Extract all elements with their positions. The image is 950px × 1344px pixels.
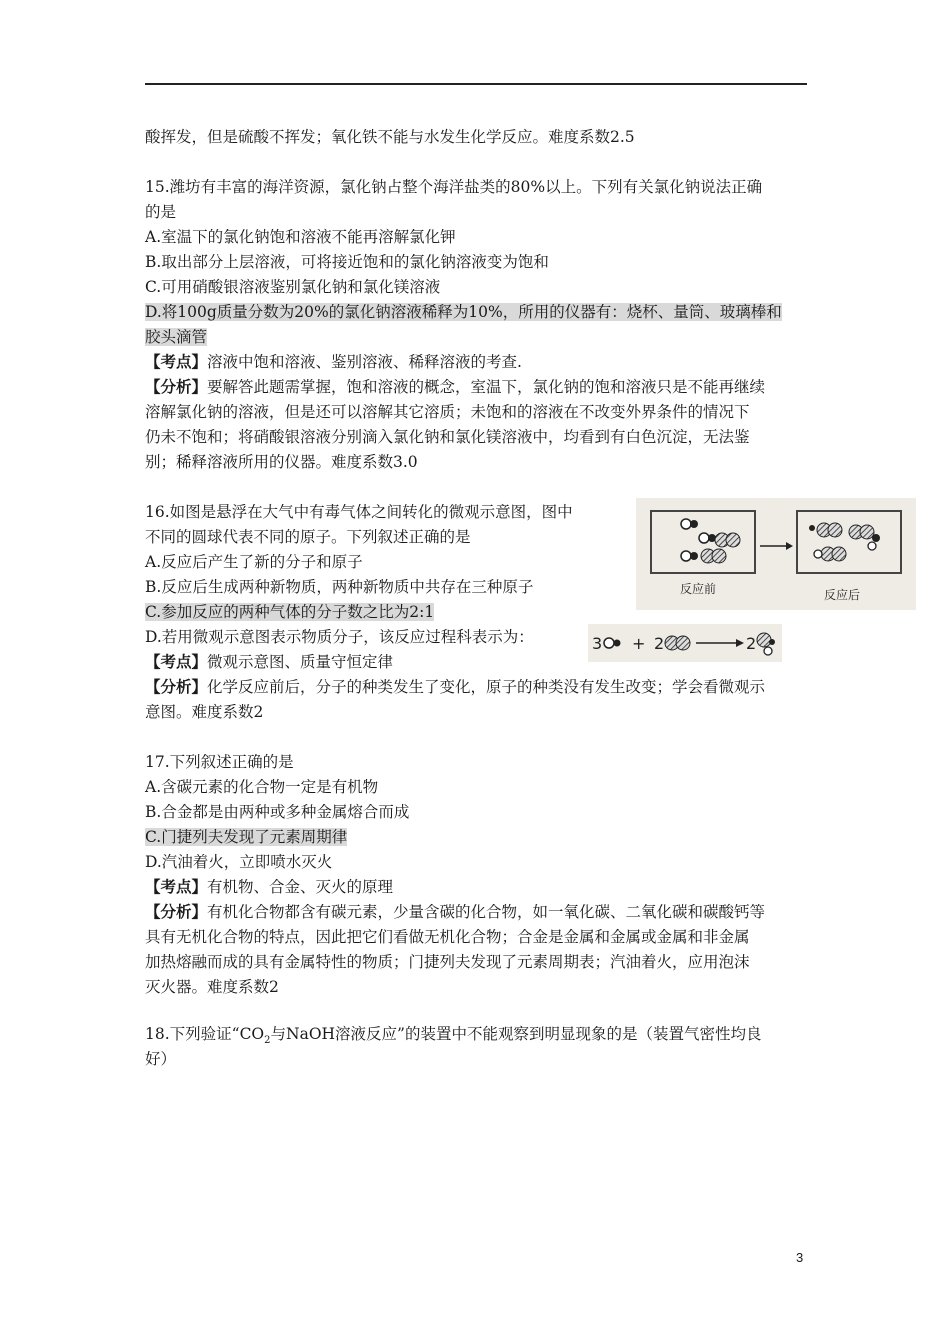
q15-stem-cont: 的是 (145, 203, 177, 221)
q15-stem: 15.潍坊有丰富的海洋资源，氯化钠占整个海洋盐类的80%以上。下列有关氯化钠说法正确 (145, 178, 763, 196)
q16-fenxi-tag: 【分析】 (145, 677, 208, 696)
q16-kaodian (145, 650, 393, 674)
eq-coefficient-3: 2 (746, 634, 757, 653)
q18-stem-cont: 好） (145, 1050, 177, 1068)
q16-option-d: D.若用微观示意图表示物质分子，该反应过程科表示为： (145, 628, 534, 646)
q18-stem-part2: 与NaOH溶液反应”的装置中不能观察到明显现象的是（装置气密性均良 (270, 1025, 762, 1043)
reaction-diagram (636, 498, 916, 610)
q15-option-c: C.可用硝酸银溶液鉴别氯化钠和氯化镁溶液 (145, 278, 441, 296)
q17-fenxi (145, 900, 765, 924)
molecule-drawing (636, 498, 916, 610)
before-molecules (681, 519, 740, 563)
q15-fenxi-line4: 别；稀释溶液所用的仪器。难度系数3.0 (145, 453, 418, 471)
q17-option-b: B.合金都是由两种或多种金属熔合而成 (145, 803, 410, 821)
q15-option-b: B.取出部分上层溶液，可将接近饱和的氯化钠溶液变为饱和 (145, 253, 549, 271)
q15-fenxi (145, 375, 765, 399)
after-label: 反应后 (824, 588, 861, 602)
q15-kaodian (145, 350, 522, 374)
reaction-equation (588, 624, 782, 662)
q15-kaodian-tag: 【考点】 (145, 352, 208, 371)
eq-coefficient-1: 3 (592, 634, 603, 653)
q15-option-d-highlight: D.将100g质量分数为20%的氯化钠溶液稀释为10%，所用的仪器有：烧杯、量筒、玻璃棒和 (145, 303, 782, 321)
before-label: 反应前 (680, 582, 717, 596)
q15-fenxi-line2: 溶解氯化钠的溶液，但是还可以溶解其它溶质；未饱和的溶液在不改变外界条件的情况下 (145, 403, 750, 421)
q17-fenxi-line2: 具有无机化合物的特点，因此把它们看做无机化合物；合金是金属和金属或金属和非金属 (145, 928, 750, 946)
q17-kaodian (145, 875, 393, 899)
q15-fenxi-line3: 仍未不饱和；将硝酸银溶液分别滴入氯化钠和氯化镁溶液中，均看到有白色沉淀，无法鉴 (145, 428, 750, 446)
q15-option-a: A.室温下的氯化钠饱和溶液不能再溶解氯化钾 (145, 228, 456, 246)
q17-option-d: D.汽油着火，立即喷水灭火 (145, 853, 333, 871)
q18-stem (145, 1022, 762, 1046)
q18-stem-part1: 18.下列验证“CO (145, 1025, 265, 1043)
q15-option-d-cont (145, 325, 207, 349)
q15-option-d (145, 300, 782, 324)
q17-kaodian-text: 有机物、合金、灭火的原理 (207, 878, 394, 896)
q17-option-a: A.含碳元素的化合物一定是有机物 (145, 778, 379, 796)
q15-option-d-cont-highlight: 胶头滴管 (145, 328, 208, 346)
q17-kaodian-tag: 【考点】 (145, 877, 208, 896)
q16-fenxi-line2: 意图。难度系数2 (145, 703, 264, 721)
q16-fenxi (145, 675, 765, 699)
q15-kaodian-text: 溶液中饱和溶液、鉴别溶液、稀释溶液的考查. (207, 353, 522, 371)
q17-fenxi-line3: 加热熔融而成的具有金属特性的物质；门捷列夫发现了元素周期表；汽油着火，应用泡沫 (145, 953, 750, 971)
q16-stem-cont: 不同的圆球代表不同的原子。下列叙述正确的是 (145, 528, 471, 546)
q17-option-c (145, 825, 347, 849)
q17-fenxi-text: 有机化合物都含有碳元素，少量含碳的化合物，如一氧化碳、二氧化碳和碳酸钙等 (207, 903, 766, 921)
q17-option-c-highlight: C.门捷列夫发现了元素周期律 (145, 828, 348, 846)
q18-subscript: 2 (264, 1035, 271, 1047)
q15-fenxi-text: 要解答此题需掌握，饱和溶液的概念，室温下，氯化钠的饱和溶液只是不能再继续 (207, 378, 766, 396)
q16-kaodian-tag: 【考点】 (145, 652, 208, 671)
header-rule (145, 83, 807, 85)
intro-line: 酸挥发，但是硫酸不挥发；氧化铁不能与水发生化学反应。难度系数2.5 (145, 128, 635, 146)
eq-plus: + (632, 634, 646, 653)
q16-option-c (145, 600, 434, 624)
page-number: 3 (796, 1250, 804, 1265)
q17-fenxi-line4: 灭火器。难度系数2 (145, 978, 279, 996)
equation-drawing (588, 624, 782, 662)
q16-option-c-highlight: C.参加反应的两种气体的分子数之比为2:1 (145, 603, 435, 621)
q16-stem: 16.如图是悬浮在大气中有毒气体之间转化的微观示意图，图中 (145, 503, 573, 521)
q16-kaodian-text: 微观示意图、质量守恒定律 (207, 653, 394, 671)
q16-fenxi-text: 化学反应前后，分子的种类发生了变化，原子的种类没有发生改变；学会看微观示 (207, 678, 766, 696)
q15-fenxi-tag: 【分析】 (145, 377, 208, 396)
q17-fenxi-tag: 【分析】 (145, 902, 208, 921)
q16-option-b: B.反应后生成两种新物质，两种新物质中共存在三种原子 (145, 578, 534, 596)
q16-option-a: A.反应后产生了新的分子和原子 (145, 553, 363, 571)
eq-coefficient-2: 2 (654, 634, 665, 653)
after-molecules (809, 523, 880, 561)
q17-stem: 17.下列叙述正确的是 (145, 753, 294, 771)
